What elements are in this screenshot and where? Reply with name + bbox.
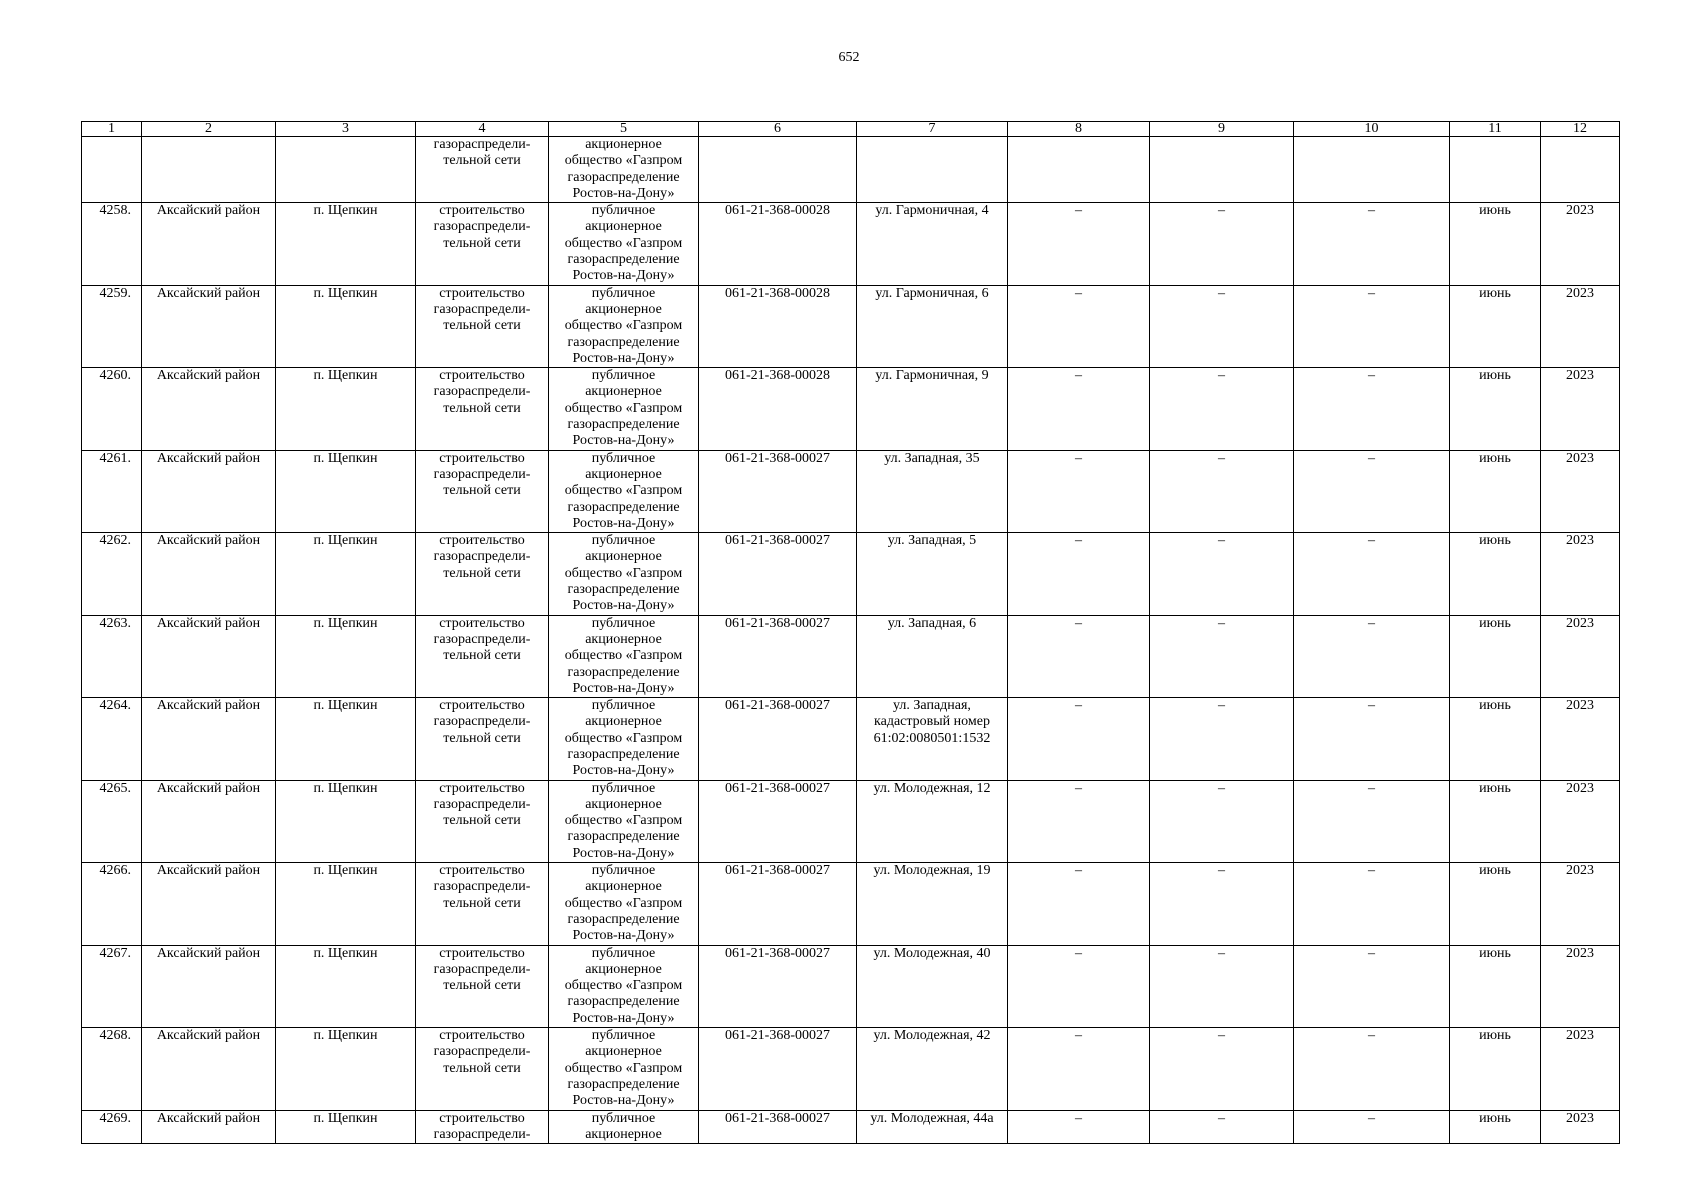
table-cell-col-7: ул. Западная, 5: [857, 533, 1008, 615]
table-cell-col-9: –: [1150, 863, 1294, 945]
table-cell-col-3: 3: [276, 122, 416, 137]
table-row: [82, 780, 1620, 862]
table-cell-col-11: июнь: [1450, 615, 1541, 697]
table-cell-col-1: 4260.: [82, 368, 142, 450]
table-cell-col-7: ул. Молодежная, 40: [857, 945, 1008, 1027]
table-cell-col-8: –: [1008, 615, 1150, 697]
table-cell-col-2: Аксайский район: [142, 285, 276, 367]
table-row: [82, 863, 1620, 945]
table-cell-col-5: публичное акционерное общество «Газпром газораспределение Ростов-на-Дону»: [549, 368, 699, 450]
table-cell-col-12: 2023: [1541, 615, 1620, 697]
table-cell-col-11: июнь: [1450, 863, 1541, 945]
table-cell-col-1: 4266.: [82, 863, 142, 945]
table-cell-col-2: Аксайский район: [142, 945, 276, 1027]
table-cell-col-4: строительство газораспредели- тельной сети: [416, 698, 549, 780]
table-cell-col-11: июнь: [1450, 533, 1541, 615]
table-cell-col-9: –: [1150, 945, 1294, 1027]
table-row: [82, 533, 1620, 615]
table-cell-col-6: 061-21-368-00027: [699, 698, 857, 780]
table-cell-col-4: строительство газораспредели- тельной сети: [416, 285, 549, 367]
table-cell-col-2: Аксайский район: [142, 368, 276, 450]
table-cell-col-1: 4262.: [82, 533, 142, 615]
table-cell-col-12: 2023: [1541, 698, 1620, 780]
table-cell-col-2: 2: [142, 122, 276, 137]
table-row: [82, 368, 1620, 450]
table-cell-col-7: ул. Молодежная, 12: [857, 780, 1008, 862]
table-cell-col-2: Аксайский район: [142, 533, 276, 615]
table-cell-col-11: июнь: [1450, 1110, 1541, 1144]
table-cell-col-10: –: [1294, 863, 1450, 945]
table-cell-col-2: Аксайский район: [142, 698, 276, 780]
table-cell-col-8: –: [1008, 1028, 1150, 1110]
table-cell-col-5: публичное акционерное общество «Газпром газораспределение Ростов-на-Дону»: [549, 780, 699, 862]
table-cell-col-4: строительство газораспредели- тельной сети: [416, 368, 549, 450]
table-cell-col-5: публичное акционерное общество «Газпром газораспределение Ростов-на-Дону»: [549, 533, 699, 615]
table-cell-col-2: Аксайский район: [142, 780, 276, 862]
table-cell-col-9: 9: [1150, 122, 1294, 137]
table-cell-col-6: 061-21-368-00027: [699, 450, 857, 532]
table-cell-col-4: строительство газораспредели- тельной сети: [416, 203, 549, 285]
table-cell-col-12: 2023: [1541, 1110, 1620, 1144]
table-cell-col-6: 061-21-368-00028: [699, 368, 857, 450]
table-cell-col-3: п. Щепкин: [276, 203, 416, 285]
table-cell-col-8: –: [1008, 368, 1150, 450]
table-cell-col-12: 2023: [1541, 780, 1620, 862]
table-row: [82, 285, 1620, 367]
table-cell-col-12: 2023: [1541, 863, 1620, 945]
table-body: [82, 122, 1620, 1144]
table-cell-col-9: –: [1150, 780, 1294, 862]
table-row-continued: [82, 137, 1620, 203]
table-cell-col-8: –: [1008, 780, 1150, 862]
table-cell-col-11: июнь: [1450, 780, 1541, 862]
table-cell-col-2: Аксайский район: [142, 1028, 276, 1110]
table-cell-col-9: –: [1150, 533, 1294, 615]
table-cell-col-9: [1150, 137, 1294, 203]
table-cell-col-12: 2023: [1541, 368, 1620, 450]
table-cell-col-4: строительство газораспредели- тельной сети: [416, 863, 549, 945]
table-cell-col-12: 2023: [1541, 945, 1620, 1027]
table-cell-col-9: –: [1150, 285, 1294, 367]
table-cell-col-5: 5: [549, 122, 699, 137]
table-cell-col-3: п. Щепкин: [276, 615, 416, 697]
table-cell-col-8: –: [1008, 285, 1150, 367]
table-cell-col-5: публичное акционерное общество «Газпром газораспределение Ростов-на-Дону»: [549, 203, 699, 285]
table-row: [82, 1110, 1620, 1144]
table-cell-col-12: 2023: [1541, 203, 1620, 285]
table-cell-col-11: июнь: [1450, 1028, 1541, 1110]
table-cell-col-9: –: [1150, 1028, 1294, 1110]
table-cell-col-3: п. Щепкин: [276, 450, 416, 532]
table-cell-col-11: июнь: [1450, 203, 1541, 285]
table-cell-col-2: [142, 137, 276, 203]
table-cell-col-10: –: [1294, 615, 1450, 697]
table-row: [82, 1028, 1620, 1110]
table-cell-col-6: [699, 137, 857, 203]
table-cell-col-10: 10: [1294, 122, 1450, 137]
table-cell-col-9: –: [1150, 450, 1294, 532]
table-cell-col-2: Аксайский район: [142, 615, 276, 697]
table-cell-col-9: –: [1150, 368, 1294, 450]
table-cell-col-10: –: [1294, 1110, 1450, 1144]
table-cell-col-6: 061-21-368-00027: [699, 533, 857, 615]
table-cell-col-11: июнь: [1450, 945, 1541, 1027]
table-cell-col-2: Аксайский район: [142, 863, 276, 945]
table-cell-col-3: п. Щепкин: [276, 945, 416, 1027]
table-cell-col-2: Аксайский район: [142, 450, 276, 532]
table-cell-col-7: ул. Молодежная, 19: [857, 863, 1008, 945]
table-cell-col-7: 7: [857, 122, 1008, 137]
table-cell-col-6: 061-21-368-00027: [699, 615, 857, 697]
table-cell-col-5: публичное акционерное общество «Газпром газораспределение Ростов-на-Дону»: [549, 615, 699, 697]
table-row: [82, 203, 1620, 285]
table-cell-col-10: [1294, 137, 1450, 203]
table-cell-col-7: ул. Гармоничная, 6: [857, 285, 1008, 367]
table-cell-col-4: газораспредели- тельной сети: [416, 137, 549, 203]
table-cell-col-4: строительство газораспредели- тельной сети: [416, 1028, 549, 1110]
table-cell-col-1: 4267.: [82, 945, 142, 1027]
table-cell-col-10: –: [1294, 203, 1450, 285]
table-cell-col-4: 4: [416, 122, 549, 137]
table-cell-col-8: 8: [1008, 122, 1150, 137]
table-cell-col-6: 061-21-368-00027: [699, 1028, 857, 1110]
table-cell-col-5: публичное акционерное общество «Газпром газораспределение Ростов-на-Дону»: [549, 863, 699, 945]
table-cell-col-3: п. Щепкин: [276, 1028, 416, 1110]
table-cell-col-6: 061-21-368-00028: [699, 203, 857, 285]
table-cell-col-5: публичное акционерное: [549, 1110, 699, 1144]
table-cell-col-10: –: [1294, 1028, 1450, 1110]
table-cell-col-5: публичное акционерное общество «Газпром газораспределение Ростов-на-Дону»: [549, 945, 699, 1027]
table-cell-col-7: [857, 137, 1008, 203]
table-cell-col-6: 6: [699, 122, 857, 137]
table-cell-col-2: Аксайский район: [142, 1110, 276, 1144]
table-cell-col-10: –: [1294, 780, 1450, 862]
table-cell-col-1: 4258.: [82, 203, 142, 285]
table-cell-col-9: –: [1150, 203, 1294, 285]
table-cell-col-3: п. Щепкин: [276, 698, 416, 780]
table-cell-col-8: –: [1008, 203, 1150, 285]
table-cell-col-6: 061-21-368-00027: [699, 1110, 857, 1144]
table-cell-col-1: 4261.: [82, 450, 142, 532]
table-cell-col-3: п. Щепкин: [276, 285, 416, 367]
data-table: [81, 121, 1620, 1144]
table-cell-col-3: п. Щепкин: [276, 368, 416, 450]
table-cell-col-11: июнь: [1450, 285, 1541, 367]
table-cell-col-1: 4269.: [82, 1110, 142, 1144]
table-header-row: [82, 122, 1620, 137]
table-cell-col-1: [82, 137, 142, 203]
table-cell-col-11: июнь: [1450, 368, 1541, 450]
table-cell-col-8: [1008, 137, 1150, 203]
table-cell-col-10: –: [1294, 533, 1450, 615]
table-cell-col-12: 12: [1541, 122, 1620, 137]
table-row: [82, 615, 1620, 697]
table-cell-col-11: [1450, 137, 1541, 203]
table-cell-col-1: 4264.: [82, 698, 142, 780]
table-cell-col-12: 2023: [1541, 533, 1620, 615]
table-cell-col-5: публичное акционерное общество «Газпром газораспределение Ростов-на-Дону»: [549, 698, 699, 780]
table-cell-col-3: п. Щепкин: [276, 780, 416, 862]
table-cell-col-8: –: [1008, 533, 1150, 615]
table-cell-col-9: –: [1150, 698, 1294, 780]
table-cell-col-9: –: [1150, 1110, 1294, 1144]
table-row: [82, 450, 1620, 532]
table-cell-col-4: строительство газораспредели- тельной сети: [416, 945, 549, 1027]
table-cell-col-12: 2023: [1541, 450, 1620, 532]
table-cell-col-5: публичное акционерное общество «Газпром газораспределение Ростов-на-Дону»: [549, 285, 699, 367]
table-cell-col-1: 4268.: [82, 1028, 142, 1110]
table-cell-col-7: ул. Молодежная, 44а: [857, 1110, 1008, 1144]
table-cell-col-8: –: [1008, 1110, 1150, 1144]
table-cell-col-8: –: [1008, 863, 1150, 945]
table-cell-col-1: 4265.: [82, 780, 142, 862]
table-cell-col-5: акционерное общество «Газпром газораспределение Ростов-на-Дону»: [549, 137, 699, 203]
table-cell-col-1: 1: [82, 122, 142, 137]
table-cell-col-8: –: [1008, 450, 1150, 532]
table-cell-col-3: [276, 137, 416, 203]
table-cell-col-12: [1541, 137, 1620, 203]
table-cell-col-4: строительство газораспредели- тельной сети: [416, 533, 549, 615]
table-cell-col-4: строительство газораспредели- тельной сети: [416, 450, 549, 532]
table-cell-col-12: 2023: [1541, 285, 1620, 367]
table-cell-col-10: –: [1294, 945, 1450, 1027]
table-cell-col-4: строительство газораспредели-: [416, 1110, 549, 1144]
table-cell-col-6: 061-21-368-00027: [699, 780, 857, 862]
table-row: [82, 945, 1620, 1027]
table-cell-col-2: Аксайский район: [142, 203, 276, 285]
table-cell-col-11: июнь: [1450, 698, 1541, 780]
table-cell-col-6: 061-21-368-00028: [699, 285, 857, 367]
table-row: [82, 698, 1620, 780]
table-cell-col-7: ул. Западная, кадастровый номер 61:02:0080501:1532: [857, 698, 1008, 780]
table-cell-col-1: 4259.: [82, 285, 142, 367]
table-cell-col-7: ул. Молодежная, 42: [857, 1028, 1008, 1110]
table-cell-col-11: 11: [1450, 122, 1541, 137]
table-cell-col-1: 4263.: [82, 615, 142, 697]
table-cell-col-7: ул. Гармоничная, 4: [857, 203, 1008, 285]
table-cell-col-5: публичное акционерное общество «Газпром газораспределение Ростов-на-Дону»: [549, 1028, 699, 1110]
page-number: 652: [838, 50, 860, 65]
table-cell-col-3: п. Щепкин: [276, 1110, 416, 1144]
table-cell-col-12: 2023: [1541, 1028, 1620, 1110]
table-cell-col-10: –: [1294, 698, 1450, 780]
table-cell-col-7: ул. Западная, 6: [857, 615, 1008, 697]
table-cell-col-8: –: [1008, 945, 1150, 1027]
table-cell-col-11: июнь: [1450, 450, 1541, 532]
table-cell-col-10: –: [1294, 450, 1450, 532]
table-cell-col-6: 061-21-368-00027: [699, 863, 857, 945]
table-cell-col-3: п. Щепкин: [276, 863, 416, 945]
table-cell-col-8: –: [1008, 698, 1150, 780]
table-cell-col-6: 061-21-368-00027: [699, 945, 857, 1027]
table-cell-col-10: –: [1294, 368, 1450, 450]
table-cell-col-7: ул. Гармоничная, 9: [857, 368, 1008, 450]
table-cell-col-4: строительство газораспредели- тельной сети: [416, 780, 549, 862]
table-cell-col-9: –: [1150, 615, 1294, 697]
table-cell-col-7: ул. Западная, 35: [857, 450, 1008, 532]
table-cell-col-3: п. Щепкин: [276, 533, 416, 615]
table-cell-col-10: –: [1294, 285, 1450, 367]
table-cell-col-5: публичное акционерное общество «Газпром газораспределение Ростов-на-Дону»: [549, 450, 699, 532]
table-cell-col-4: строительство газораспредели- тельной сети: [416, 615, 549, 697]
